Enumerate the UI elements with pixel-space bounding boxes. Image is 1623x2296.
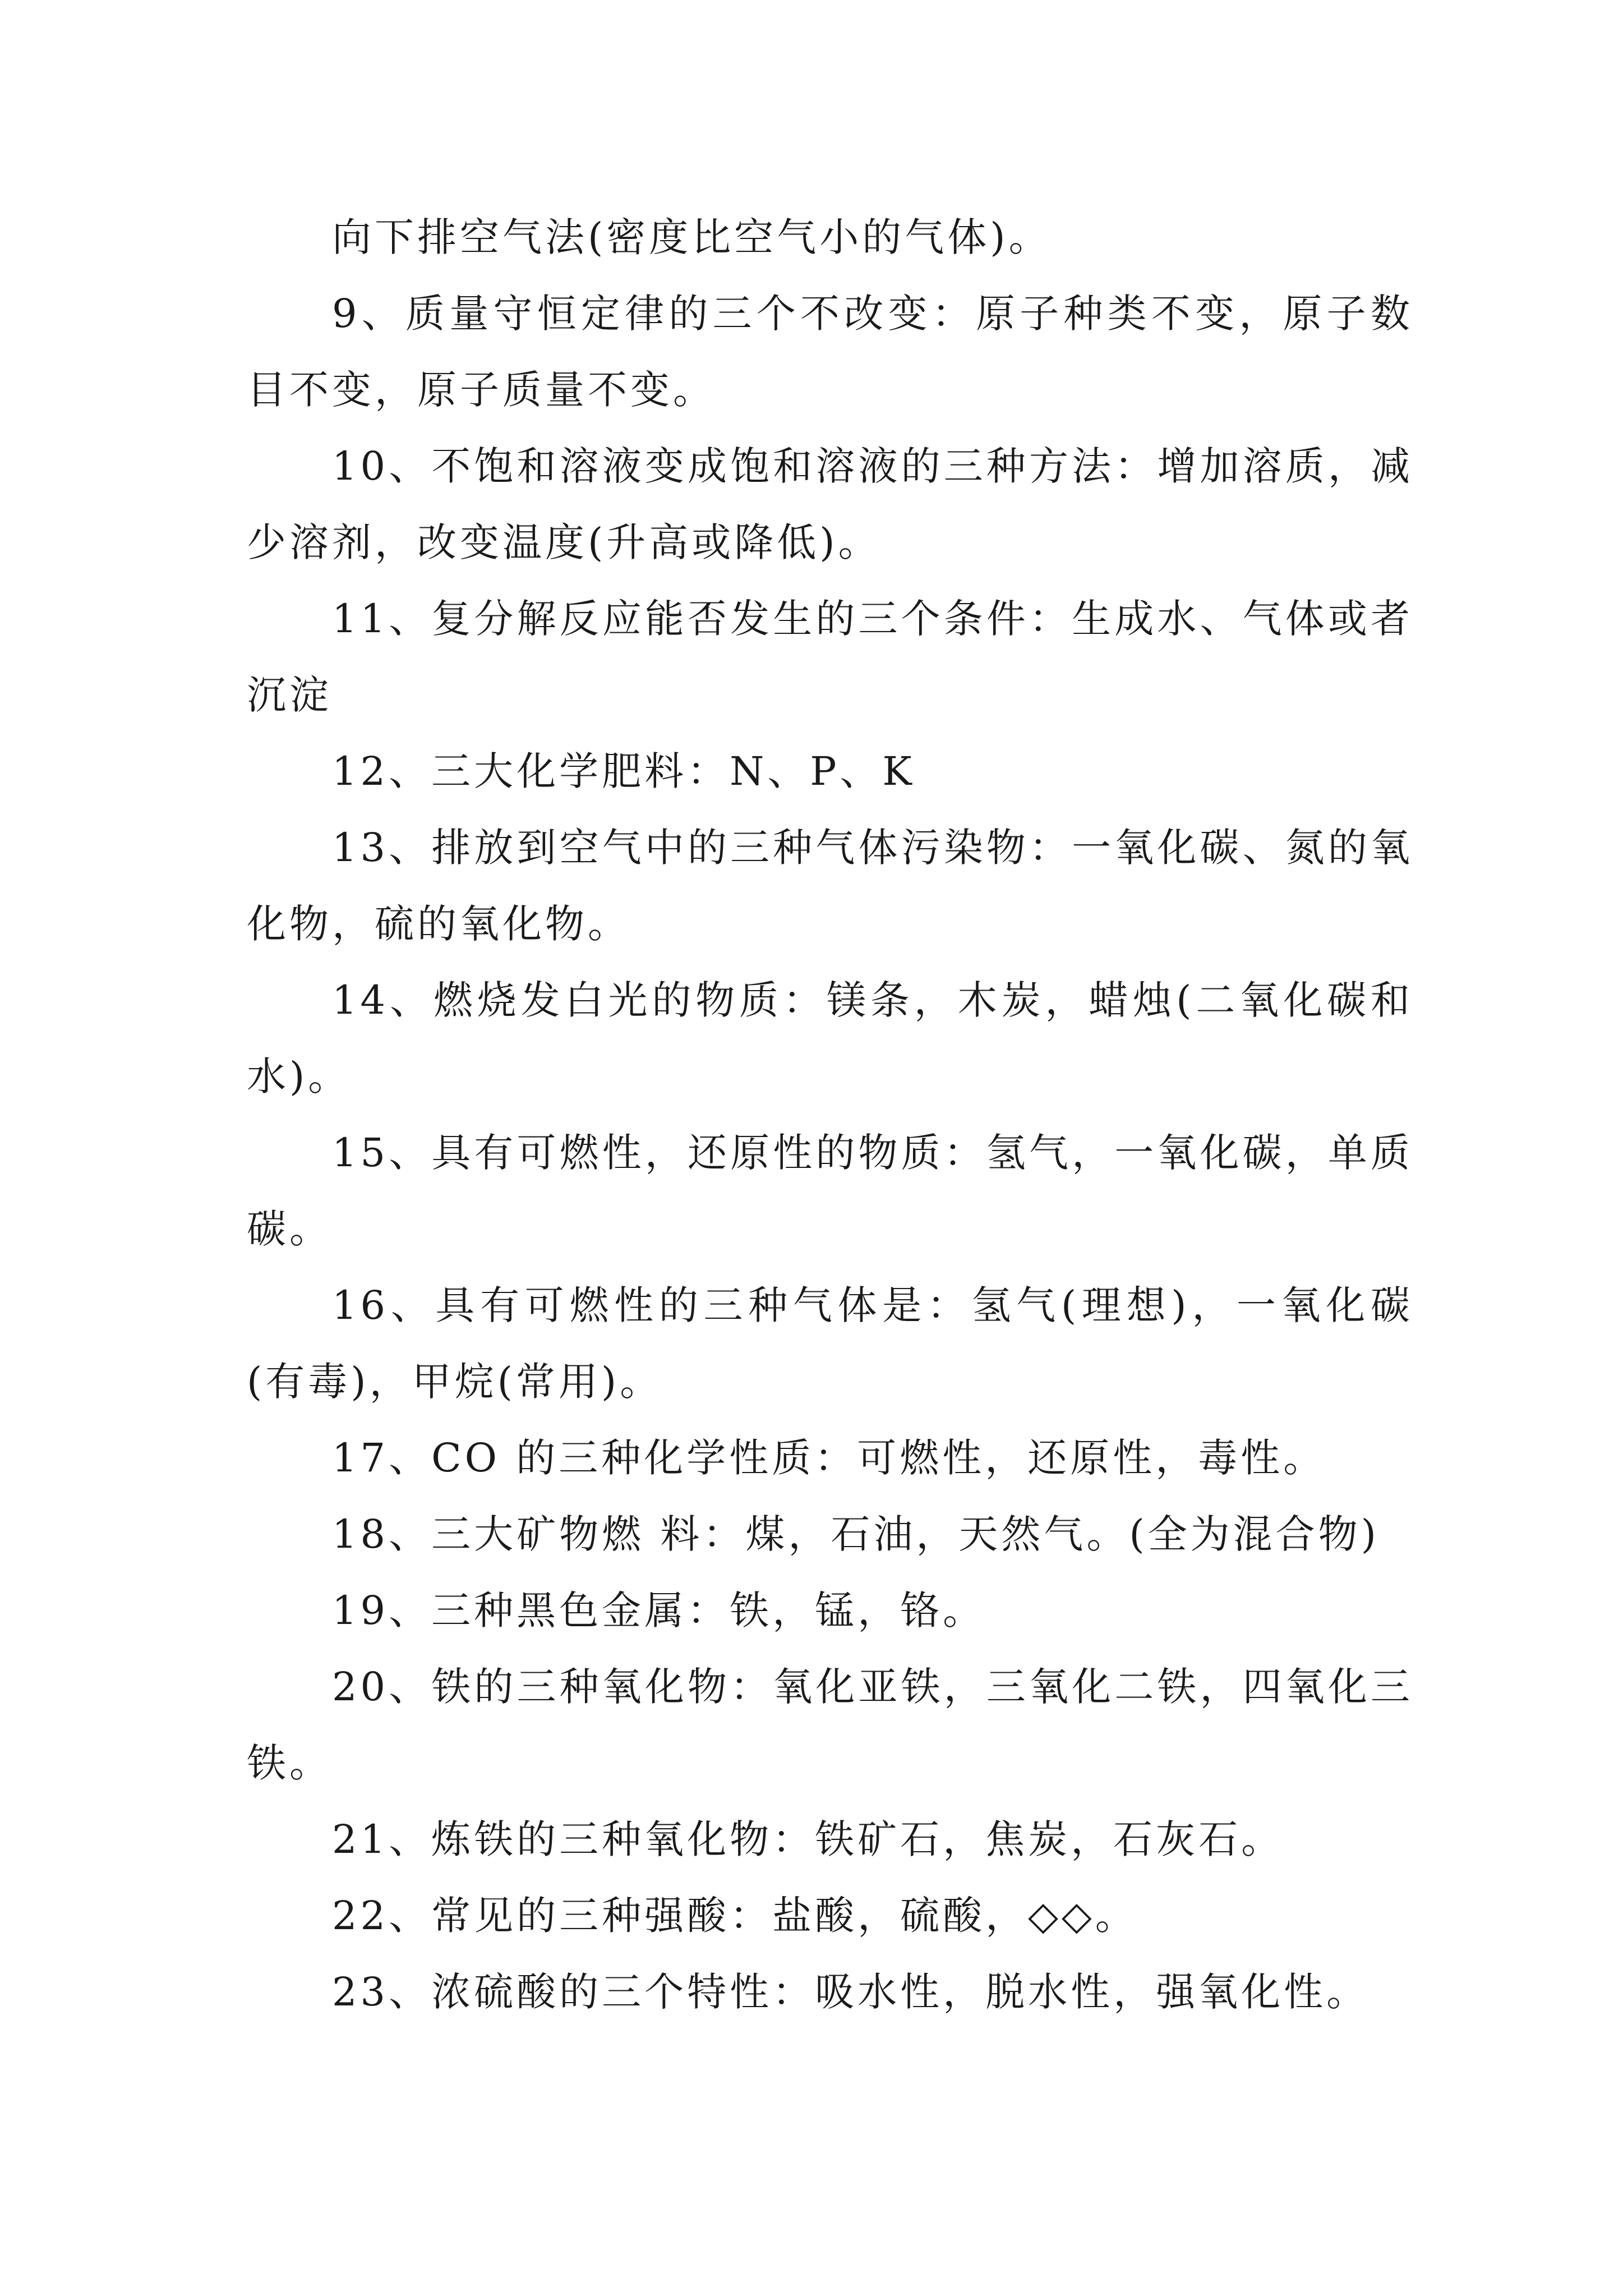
paragraph-item-20: 20、铁的三种氧化物：氧化亚铁，三氧化二铁，四氧化三铁。 (247, 1664, 1413, 1786)
paragraph-item-11: 11、复分解反应能否发生的三个条件：生成水、气体或者沉淀 (247, 596, 1413, 718)
paragraph-item-15: 15、具有可燃性，还原性的物质：氢气，一氧化碳，单质碳。 (247, 1130, 1413, 1252)
paragraph-item-13: 13、排放到空气中的三种气体污染物：一氧化碳、氮的氧化物，硫的氧化物。 (247, 825, 1413, 947)
paragraph-item-12: 12、三大化学肥料：N、P、K (332, 748, 915, 794)
paragraph-item-16: 16、具有可燃性的三种气体是：氢气(理想)，一氧化碳(有毒)，甲烷(常用)。 (247, 1282, 1413, 1405)
paragraph-item-17: 17、CO 的三种化学性质：可燃性，还原性，毒性。 (332, 1435, 1326, 1481)
paragraph-item-19: 19、三种黑色金属：铁，锰，铬。 (332, 1588, 986, 1634)
paragraph-item-22: 22、常见的三种强酸：盐酸，硫酸，◇◇。 (332, 1893, 1138, 1939)
paragraph-downward-air-method: 向下排空气法(密度比空气小的气体)。 (332, 214, 1052, 260)
document-body (247, 199, 1413, 2030)
paragraph-item-9: 9、质量守恒定律的三个不改变：原子种类不变，原子数目不变，原子质量不变。 (247, 291, 1413, 413)
paragraph-item-23: 23、浓硫酸的三个特性：吸水性，脱水性，强氧化性。 (332, 1969, 1370, 2015)
paragraph-item-18: 18、三大矿物燃 料：煤，石油，天然气。(全为混合物) (332, 1511, 1380, 1557)
paragraph-item-21: 21、炼铁的三种氧化物：铁矿石，焦炭，石灰石。 (332, 1816, 1284, 1862)
paragraph-item-14: 14、燃烧发白光的物质：镁条，木炭，蜡烛(二氧化碳和水)。 (247, 977, 1413, 1099)
paragraph-item-10: 10、不饱和溶液变成饱和溶液的三种方法：增加溶质，减少溶剂，改变温度(升高或降低)。 (247, 443, 1413, 565)
